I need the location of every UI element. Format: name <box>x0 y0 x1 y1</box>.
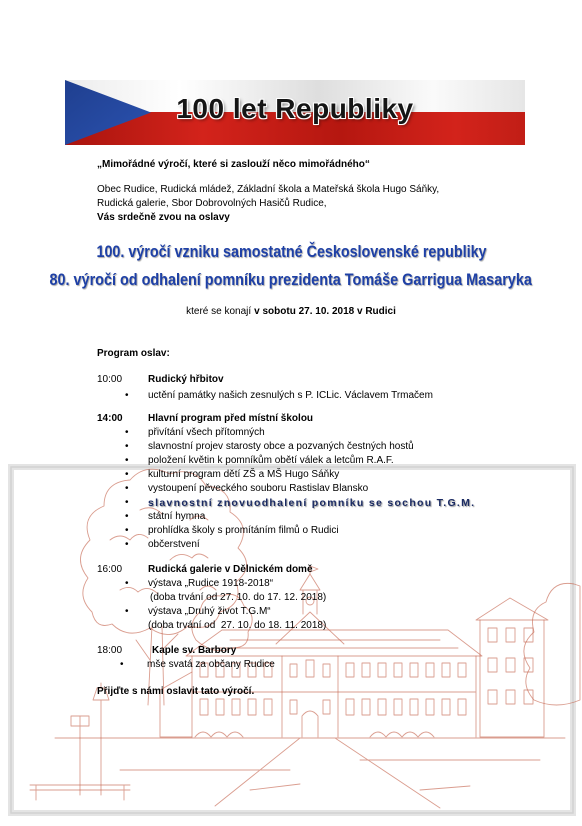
program-item: uctění památky našich zesnulých s P. ICLic. Václavem Trmačem <box>148 390 433 401</box>
bullet-icon <box>125 390 129 402</box>
anniversary-heading-1 <box>0 242 582 262</box>
right-building-roof <box>476 598 548 620</box>
bullet-icon <box>125 539 129 551</box>
bullet-icon <box>125 606 129 618</box>
program-time: 14:00 <box>97 413 123 424</box>
organizers-line-1: Obec Rudice, Rudická mládež, Základní škola a Mateřská škola Hugo Sáňky, <box>97 184 440 195</box>
program-item-note: (doba trvání od 27. 10. do 18. 11. 2018) <box>148 620 327 631</box>
anniversary-heading-2-text: 80. výročí od odhalení pomníku prezidenta Tomáše Garrigua Masaryka <box>49 270 533 289</box>
program-place: Rudický hřbitov <box>148 374 224 385</box>
program-place: Kaple sv. Barbory <box>152 645 237 656</box>
bullet-icon <box>125 525 129 537</box>
program-time: 10:00 <box>97 374 123 385</box>
program-item: státní hymna <box>148 511 206 522</box>
program-item: přivítání všech přítomných <box>148 427 265 438</box>
program-item: slavnostní projev starosty obce a pozvaných čestných hostů <box>148 441 414 452</box>
program-title: Program oslav: <box>97 348 170 359</box>
program-place: Hlavní program před místní školou <box>148 413 314 424</box>
bullet-icon <box>120 659 124 671</box>
bullet-icon <box>125 441 129 453</box>
bullet-icon <box>125 427 129 439</box>
sketch-ground <box>55 738 565 808</box>
anniversary-heading-2 <box>0 270 582 290</box>
program-time: 16:00 <box>97 564 123 575</box>
banner-title: 100 let Republiky <box>176 93 414 124</box>
sketch-right-building <box>476 598 548 737</box>
program-item: vystoupení pěveckého souboru Rastislav Blansko <box>148 483 369 494</box>
bullet-icon <box>125 483 129 495</box>
sketch-windows <box>200 628 533 715</box>
bullet-icon <box>125 578 129 590</box>
building-roof-hatching <box>215 640 458 648</box>
sign-post <box>71 716 89 795</box>
building-left-wing <box>160 672 192 737</box>
closing-line: Přijďte s námi oslavit tato výročí. <box>97 686 255 697</box>
building-hedges <box>195 732 434 737</box>
program-item: výstava „Rudice 1918-2018“ <box>148 578 274 589</box>
bullet-icon <box>125 511 129 523</box>
event-date-line <box>0 306 582 318</box>
building-door <box>302 711 318 737</box>
program-place: Rudická galerie v Dělnickém domě <box>148 564 313 575</box>
sketch-lamp-post <box>30 683 130 800</box>
date-prefix: které se konají <box>186 306 252 317</box>
program-time: 18:00 <box>97 645 123 656</box>
lamp-post <box>93 683 109 795</box>
bullet-icon <box>125 497 129 509</box>
banner <box>65 80 525 145</box>
program-item-note: (doba trvání od 27. 10. do 17. 12. 2018) <box>150 592 327 603</box>
program-item: kulturní program dětí ZŠ a MŠ Hugo Sáňky <box>148 469 340 480</box>
invitation-line: Vás srdečně zvou na oslavy <box>97 212 230 223</box>
organizers-line-2: Rudická galerie, Sbor Dobrovolných Hasičů Rudice, <box>97 198 327 209</box>
program-item: občerstvení <box>148 539 200 550</box>
tagline: „Mimořádné výročí, které si zaslouží něco mimořádného“ <box>97 159 370 170</box>
program-item: položení květin k pomníkům obětí válek a letcům R.A.F. <box>148 455 394 466</box>
program-item: prohlídka školy s promítáním filmů o Rudici <box>148 525 339 536</box>
bullet-icon <box>125 469 129 481</box>
right-building-walls <box>480 620 544 737</box>
program-item: mše svatá za občany Rudice <box>147 659 275 670</box>
anniversary-heading-1-text: 100. výročí vzniku samostatné Československé republiky <box>96 242 486 261</box>
bullet-icon <box>125 455 129 467</box>
event-date: v sobotu 27. 10. 2018 v Rudici <box>254 306 396 317</box>
program-item-highlight: slavnostní znovuodhalení pomníku se sochou T.G.M. <box>148 497 476 509</box>
program-item: výstava „Druhý život T.G.M“ <box>148 606 271 617</box>
ground-lines <box>55 738 565 808</box>
